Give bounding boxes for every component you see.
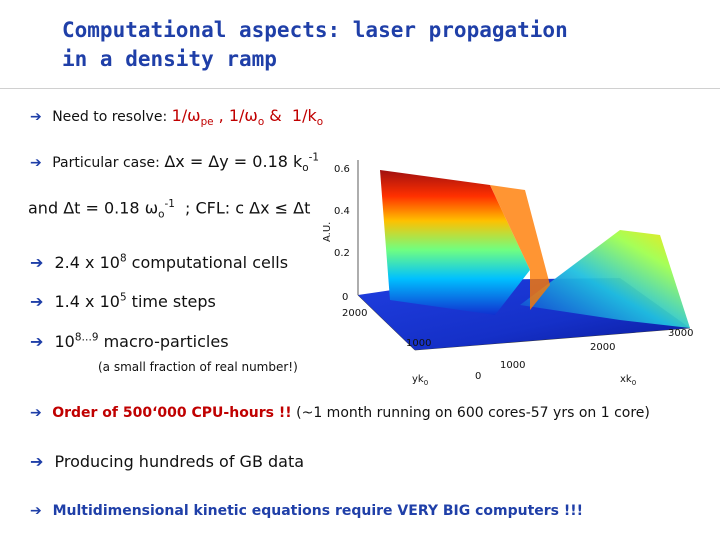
z-axis-label: A.U. xyxy=(322,221,333,242)
y-tick-0: 0 xyxy=(475,371,482,382)
y-tick-2000: 2000 xyxy=(342,308,368,319)
arrow-icon: ➔ xyxy=(30,253,44,273)
particles-note: (a small fraction of real number!) xyxy=(98,360,298,374)
arrow-icon: ➔ xyxy=(30,503,42,519)
x-tick-1000: 1000 xyxy=(500,360,526,371)
resolve-label: Need to resolve: xyxy=(52,109,168,125)
cells-text: 2.4 x $10^8$ computational cells xyxy=(54,253,289,273)
bullet-data xyxy=(30,452,304,471)
bullet-cpu-hours xyxy=(30,405,650,421)
computers-text: Multidimensional kinetic equations require VERY BIG computers !!! xyxy=(52,503,584,519)
bullet-resolve xyxy=(30,106,323,128)
cpu-hours-note: (~1 month running on 600 cores-57 yrs on 1 core) xyxy=(296,405,650,421)
cpu-hours-text: Order of 500‘000 CPU-hours !! xyxy=(52,405,292,421)
arrow-icon: ➔ xyxy=(30,292,44,312)
particles-text: $10^{8\dots 9}$ macro-particles xyxy=(54,332,229,352)
arrow-icon: ➔ xyxy=(30,155,42,172)
surface-plot xyxy=(320,150,700,390)
bullet-time-steps xyxy=(30,292,216,311)
z-tick-0: 0 xyxy=(342,292,349,303)
bullet-cells xyxy=(30,253,288,272)
y-tick-1000: 1000 xyxy=(406,338,432,349)
slide-title xyxy=(62,16,702,74)
title-line-1: Computational aspects: laser propagation xyxy=(62,18,568,42)
dt-line: and Δt = 0.18 $\omega_o^{-1}$ ; CFL: c Δx ≤ Δt xyxy=(28,198,311,221)
particular-text: Particular case: Δx = Δy = 0.18 $k_o^{-1}$ xyxy=(52,152,320,175)
x-tick-2000: 2000 xyxy=(590,342,616,353)
bullet-particular-case xyxy=(30,152,319,175)
title-divider xyxy=(0,88,720,89)
steps-text: 1.4 x $10^5$ time steps xyxy=(54,292,216,312)
arrow-icon: ➔ xyxy=(30,452,44,471)
arrow-icon: ➔ xyxy=(30,405,42,421)
resolve-expression: $1/\omega_{pe}$ , $1/\omega_o$ & $1/k_o$ xyxy=(171,106,324,129)
arrow-icon: ➔ xyxy=(30,109,42,125)
title-line-2: in a density ramp xyxy=(62,47,277,71)
z-tick-0.2: 0.2 xyxy=(334,248,350,259)
x-tick-3000: 3000 xyxy=(668,328,694,339)
bullet-macro-particles xyxy=(30,332,229,351)
arrow-icon: ➔ xyxy=(30,332,44,352)
z-tick-0.6: 0.6 xyxy=(334,164,350,175)
data-text: Producing hundreds of GB data xyxy=(54,452,305,471)
x-axis-label: $xk_0$ xyxy=(620,374,637,387)
bullet-computers xyxy=(30,503,583,519)
y-axis-label: $yk_0$ xyxy=(412,374,429,387)
z-tick-0.4: 0.4 xyxy=(334,206,350,217)
